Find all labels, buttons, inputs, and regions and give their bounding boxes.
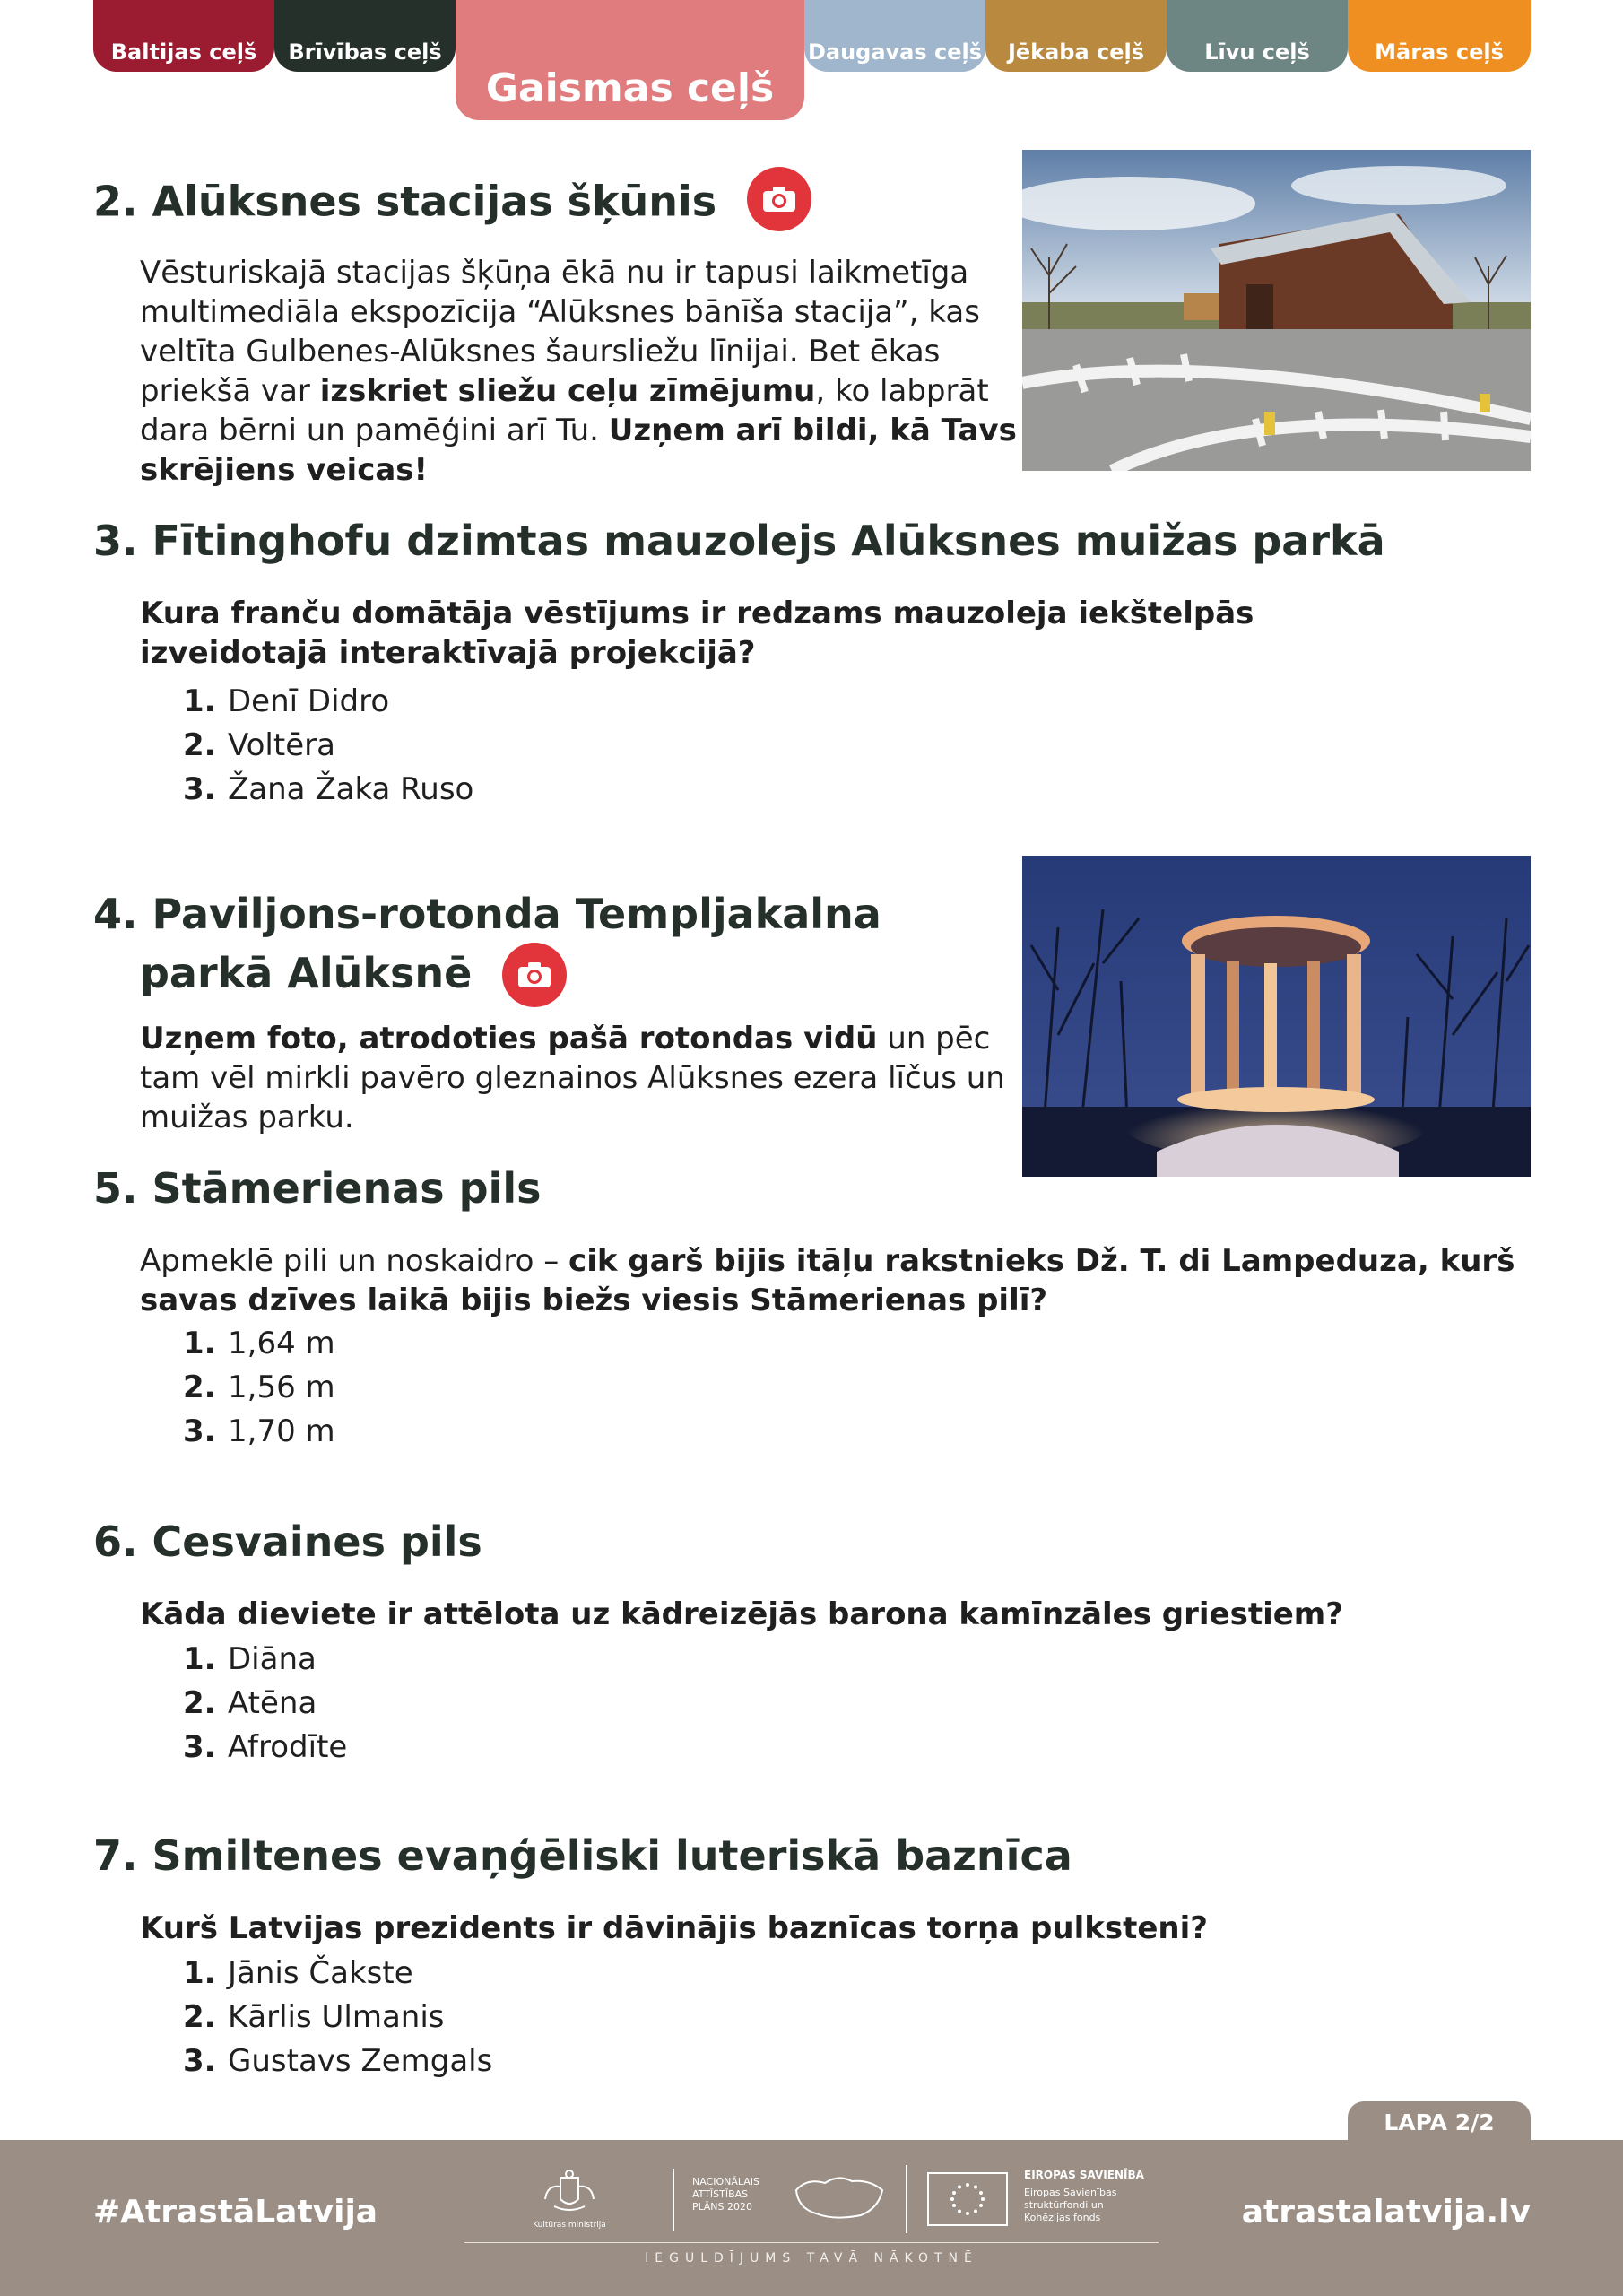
list-item xyxy=(183,1366,335,1410)
option-text: Atēna xyxy=(228,1685,317,1721)
section-5-question xyxy=(140,1241,1539,1320)
option-number: 1. xyxy=(183,1326,216,1361)
option-number: 2. xyxy=(183,1685,216,1721)
section-2-title xyxy=(93,172,812,237)
section-6-question: Kāda dieviete ir attēlota uz kādreizējās barona kamīnzāles griestiem? xyxy=(140,1596,1343,1632)
section-5-options xyxy=(183,1322,335,1454)
option-number: 2. xyxy=(183,727,216,763)
section-2-text xyxy=(140,253,1019,490)
option-number: 1. xyxy=(183,1955,216,1991)
section-4-title-line1: 4. Paviljons-rotonda Templjakalna xyxy=(93,890,881,938)
section-2-bold-b: Uzņem arī bildi, kā Tavs skrējiens veicas! xyxy=(140,413,1017,488)
section-4-bold: Uzņem foto, atrodoties pašā rotondas vidū xyxy=(140,1021,878,1057)
slogan-divider xyxy=(464,2242,1159,2243)
section-7-title: 7. Smiltenes evaņģēliski luteriskā baznīca xyxy=(93,1831,1072,1880)
eu-title: EIROPAS SAVIENĪBA xyxy=(1024,2169,1144,2181)
list-item xyxy=(183,768,473,812)
section-5-lead: Apmeklē pili un noskaidro – xyxy=(140,1243,569,1279)
option-text: Kārlis Ulmanis xyxy=(228,1999,445,2035)
hashtag: #AtrastāLatvija xyxy=(93,2194,378,2231)
option-number: 3. xyxy=(183,1413,216,1449)
camera-icon xyxy=(747,167,812,231)
tab-livu[interactable]: Līvu ceļš xyxy=(1167,0,1348,72)
section-7-options xyxy=(183,1952,492,2083)
nap-logo xyxy=(673,2169,888,2231)
section-5-title: 5. Stāmerienas pils xyxy=(93,1164,542,1213)
list-item xyxy=(183,1952,492,1996)
tab-maras[interactable]: Māras ceļš xyxy=(1348,0,1531,72)
option-text: 1,70 m xyxy=(228,1413,335,1449)
slogan: IEGULDĪJUMS TAVĀ NĀKOTNĒ xyxy=(645,2251,978,2266)
station-shed-photo xyxy=(1022,150,1531,471)
section-6-options xyxy=(183,1638,347,1770)
option-text: Afrodīte xyxy=(228,1729,348,1765)
list-item xyxy=(183,1638,347,1682)
section-4-title-line2: parkā Alūksnē xyxy=(140,949,473,997)
section-3-title: 3. Fītinghofu dzimtas mauzolejs Alūksnes muižas parkā xyxy=(93,517,1385,565)
section-2-text-a: Vēsturiskajā stacijas šķūņa ēkā nu ir tapusi laikmetīga multimediāla ekspozīcija “Alūksnes bānīša stacija”, kas veltīta Gulbenes-Alūksnes šaursliežu līnijai. Bet ēkas priekšā var xyxy=(140,255,980,409)
tab-daugavas[interactable]: Daugavas ceļš xyxy=(804,0,985,72)
nap-line-3: PLĀNS 2020 xyxy=(692,2201,752,2213)
section-2-text-b: , ko labprāt dara bērni un pamēģini arī Tu. xyxy=(140,373,989,448)
latvia-map-icon xyxy=(789,2172,888,2222)
section-7-question: Kurš Latvijas prezidents ir dāvinājis baznīcas torņa pulksteni? xyxy=(140,1910,1208,1946)
option-text: Gustavs Zemgals xyxy=(228,2043,493,2079)
option-text: Voltēra xyxy=(228,727,335,763)
section-3-question: Kura franču domātāja vēstījums ir redzams mauzoleja iekštelpās izveidotajā interaktīvajā projekcijā? xyxy=(140,596,1254,671)
section-4-text xyxy=(140,1019,1019,1137)
eu-line-1: Eiropas Savienības xyxy=(1024,2187,1117,2198)
eu-flag-icon xyxy=(927,2172,1008,2226)
option-text: Žana Žaka Ruso xyxy=(228,771,474,807)
eu-line-3: Kohēzijas fonds xyxy=(1024,2212,1101,2223)
rotunda-photo xyxy=(1022,856,1531,1177)
section-2-title-text: 2. Alūksnes stacijas šķūnis xyxy=(93,177,717,226)
option-number: 1. xyxy=(183,683,216,719)
section-4-title xyxy=(93,884,881,1009)
option-text: 1,56 m xyxy=(228,1370,335,1405)
eu-line-2: struktūrfondi un xyxy=(1024,2199,1104,2211)
section-2-bold-a: izskriet sliežu ceļu zīmējumu xyxy=(319,373,816,409)
nap-line-1: NACIONĀLAIS xyxy=(692,2176,760,2187)
tab-baltijas[interactable]: Baltijas ceļš xyxy=(93,0,274,72)
option-number: 2. xyxy=(183,1999,216,2035)
list-item xyxy=(183,680,473,724)
option-number: 2. xyxy=(183,1370,216,1405)
list-item xyxy=(183,1726,347,1770)
tab-jekaba[interactable]: Jēkaba ceļš xyxy=(985,0,1167,72)
section-3-options xyxy=(183,680,473,812)
option-text: Diāna xyxy=(228,1641,317,1677)
camera-icon xyxy=(502,943,567,1007)
ministry-name: Kultūras ministrija xyxy=(533,2221,606,2230)
ministry-logo xyxy=(529,2169,610,2231)
list-item xyxy=(183,1322,335,1366)
section-4-text-rest: un pēc tam vēl mirkli pavēro gleznainos Alūksnes ezera līčus un muižas parku. xyxy=(140,1021,1005,1135)
tab-gaismas[interactable]: Gaismas ceļš xyxy=(456,0,804,120)
section-5-question-text: cik garš bijis itāļu rakstnieks Dž. T. di Lampeduza, kurš savas dzīves laikā bijis biežs viesis Stāmerienas pilī? xyxy=(140,1243,1515,1318)
option-number: 1. xyxy=(183,1641,216,1677)
coat-of-arms-icon xyxy=(538,2169,601,2215)
list-item xyxy=(183,1682,347,1726)
page-indicator: LAPA 2/2 xyxy=(1348,2101,1531,2143)
option-number: 3. xyxy=(183,771,216,807)
list-item xyxy=(183,2039,492,2083)
option-number: 3. xyxy=(183,2043,216,2079)
eu-logo xyxy=(906,2165,1166,2233)
tab-brivibas[interactable]: Brīvības ceļš xyxy=(274,0,456,72)
nap-line-2: ATTĪSTĪBAS xyxy=(692,2188,749,2200)
option-text: Jānis Čakste xyxy=(228,1955,413,1991)
option-text: Denī Didro xyxy=(228,683,390,719)
option-number: 3. xyxy=(183,1729,216,1765)
section-6-title: 6. Cesvaines pils xyxy=(93,1518,482,1566)
website-link[interactable]: atrastalatvija.lv xyxy=(1241,2194,1531,2231)
list-item xyxy=(183,1410,335,1454)
option-text: 1,64 m xyxy=(228,1326,335,1361)
footer xyxy=(0,2140,1623,2296)
list-item xyxy=(183,724,473,768)
list-item xyxy=(183,1996,492,2039)
